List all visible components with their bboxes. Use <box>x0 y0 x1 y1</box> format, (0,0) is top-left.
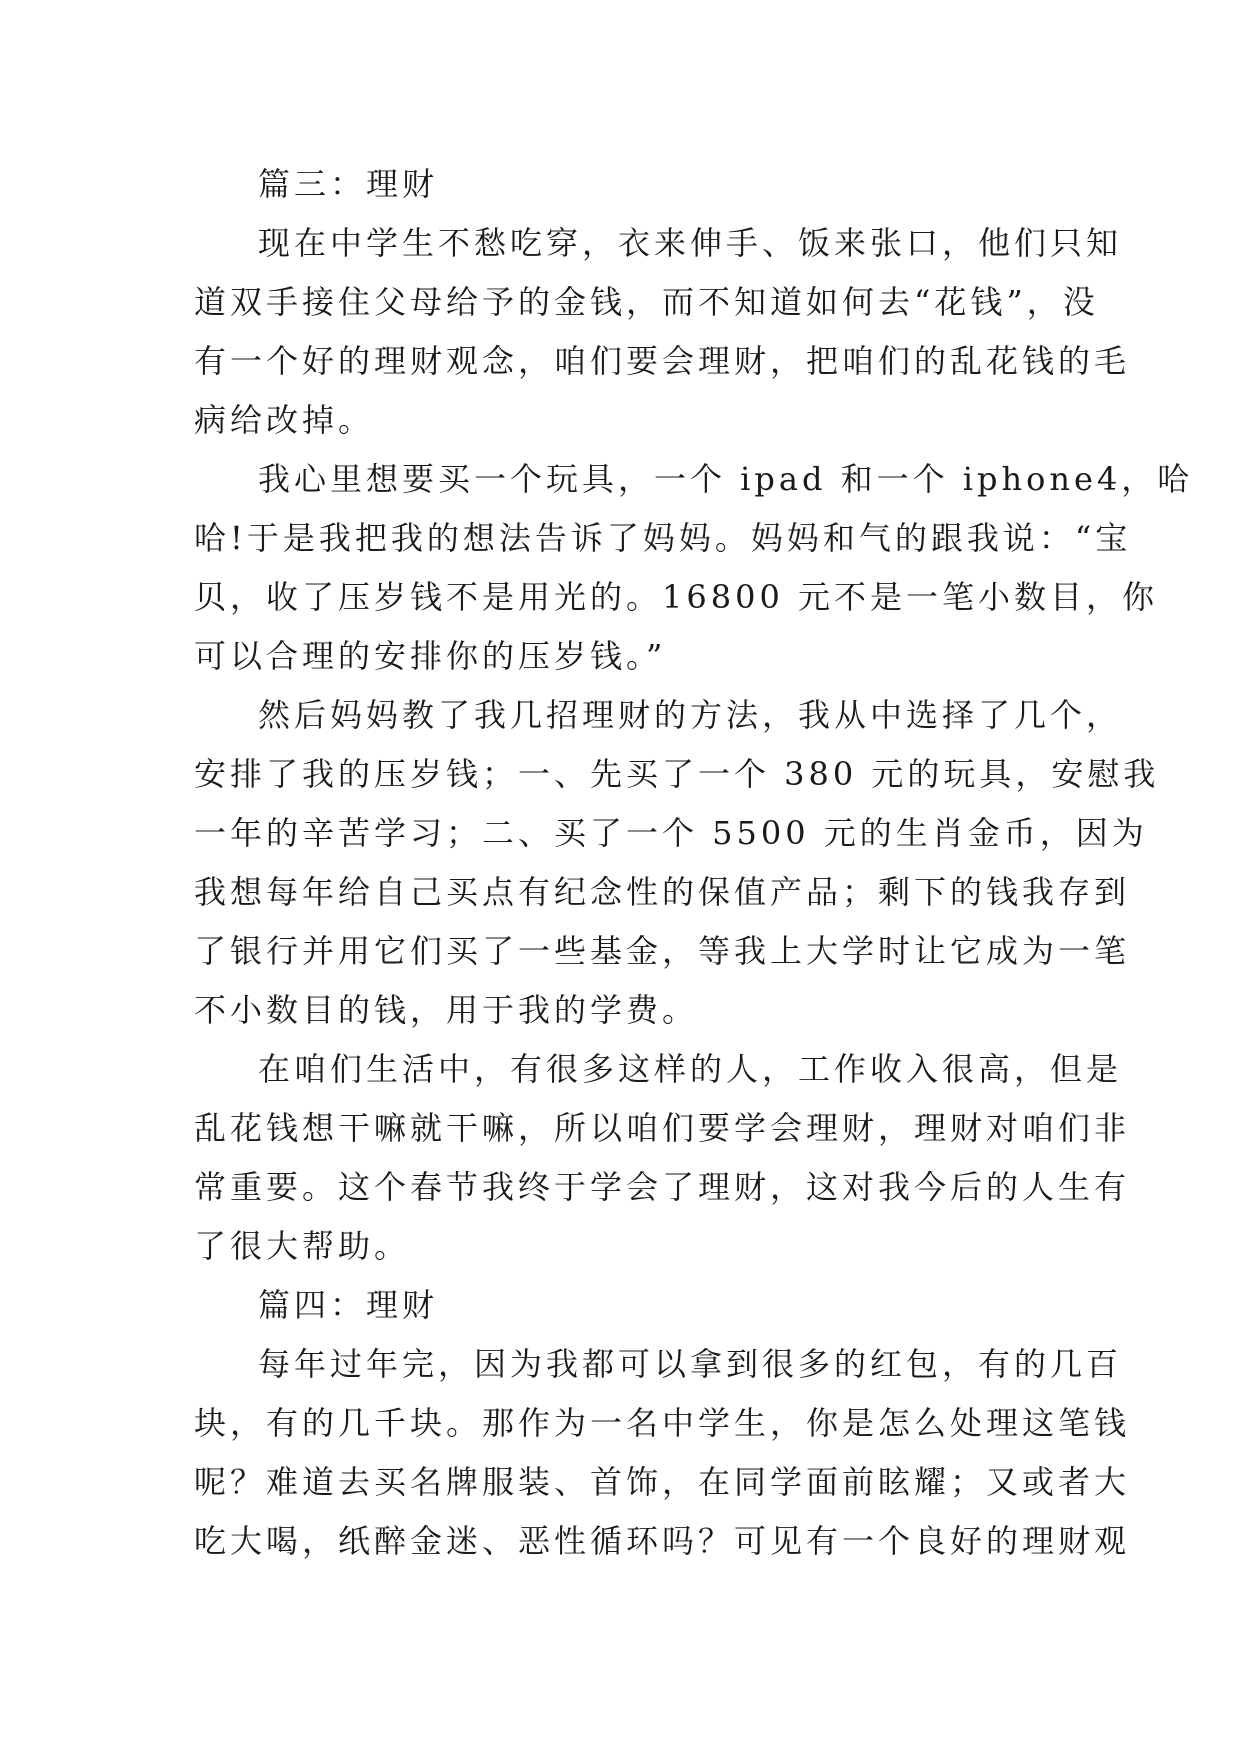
section-heading: 篇三：理财 <box>258 165 439 203</box>
paragraph-line: 每年过年完，因为我都可以拿到很多的红包，有的几百 <box>258 1345 1123 1383</box>
paragraph-line: 贝，收了压岁钱不是用光的。16800 元不是一笔小数目，你 <box>194 578 1158 616</box>
paragraph-line: 我心里想要买一个玩具，一个 ipad 和一个 iphone4，哈 <box>258 460 1194 498</box>
paragraph <box>194 214 1131 450</box>
paragraph <box>194 1040 1131 1276</box>
paragraph <box>194 1335 1131 1571</box>
paragraph-line: 不小数目的钱，用于我的学费。 <box>194 991 699 1029</box>
paragraph-line: 块，有的几千块。那作为一名中学生，你是怎么处理这笔钱 <box>194 1404 1131 1442</box>
paragraph-line: 可以合理的安排你的压岁钱。” <box>194 637 667 675</box>
section-heading: 篇四：理财 <box>258 1286 439 1324</box>
paragraph-line: 我想每年给自己买点有纪念性的保值产品；剩下的钱我存到 <box>194 873 1131 911</box>
paragraph-line: 呢？难道去买名牌服装、首饰，在同学面前眩耀；又或者大 <box>194 1463 1131 1501</box>
paragraph-line: 常重要。这个春节我终于学会了理财，这对我今后的人生有 <box>194 1168 1131 1206</box>
paragraph-line: 现在中学生不愁吃穿，衣来伸手、饭来张口，他们只知 <box>258 224 1123 262</box>
paragraph-line: 在咱们生活中，有很多这样的人，工作收入很高，但是 <box>258 1050 1123 1088</box>
paragraph-line: 然后妈妈教了我几招理财的方法，我从中选择了几个， <box>258 696 1123 734</box>
paragraph <box>194 450 1194 686</box>
paragraph-line: 了很大帮助。 <box>194 1227 411 1265</box>
document-page <box>194 155 1194 1571</box>
paragraph-line: 病给改掉。 <box>194 401 375 439</box>
paragraph-line: 有一个好的理财观念，咱们要会理财，把咱们的乱花钱的毛 <box>194 342 1131 380</box>
paragraph-line: 道双手接住父母给予的金钱，而不知道如何去“花钱”，没 <box>194 283 1099 321</box>
paragraph-line: 乱花钱想干嘛就干嘛，所以咱们要学会理财，理财对咱们非 <box>194 1109 1131 1147</box>
paragraph-line: 安排了我的压岁钱；一、先买了一个 380 元的玩具，安慰我 <box>194 755 1160 793</box>
paragraph-line: 吃大喝，纸醉金迷、恶性循环吗？可见有一个良好的理财观 <box>194 1522 1131 1560</box>
paragraph-line: 哈!于是我把我的想法告诉了妈妈。妈妈和气的跟我说：“宝 <box>194 519 1132 557</box>
paragraph-line: 一年的辛苦学习；二、买了一个 5500 元的生肖金币，因为 <box>194 814 1148 852</box>
paragraph <box>194 686 1160 1040</box>
paragraph-line: 了银行并用它们买了一些基金，等我上大学时让它成为一笔 <box>194 932 1131 970</box>
